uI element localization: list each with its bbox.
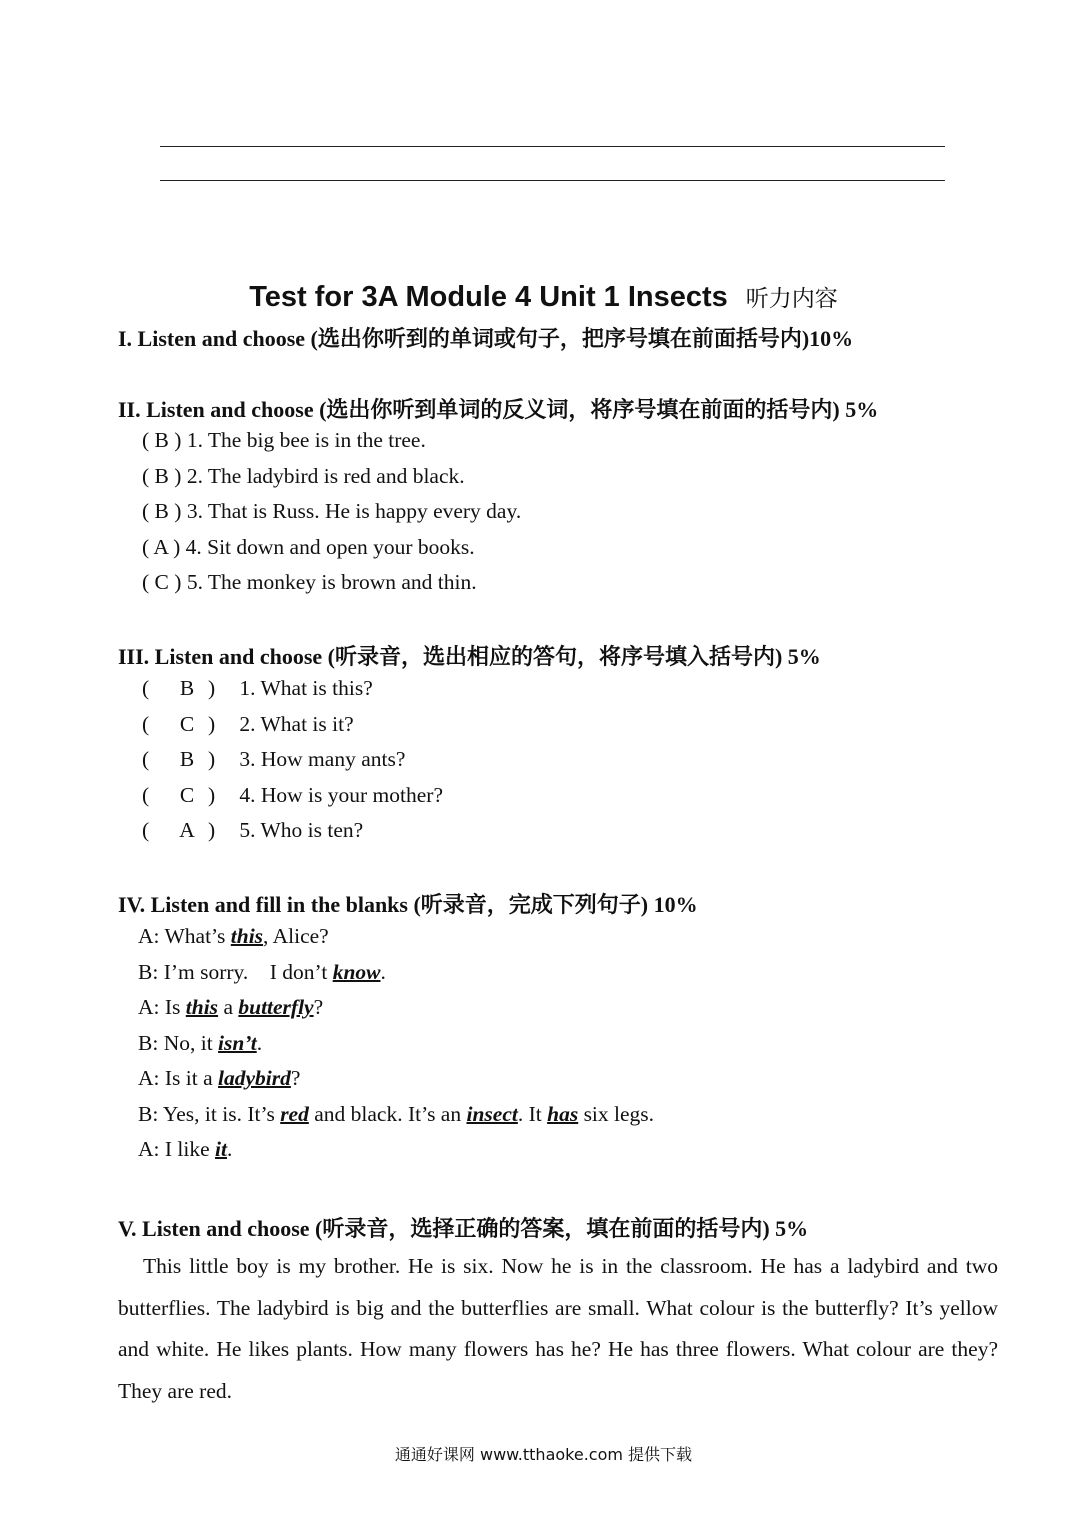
answer-item bbox=[142, 783, 443, 808]
filled-blank: this bbox=[185, 995, 219, 1019]
answer-item: ( C ) 5. The monkey is brown and thin. bbox=[142, 570, 477, 594]
dialogue-text: A: I like bbox=[138, 1137, 216, 1161]
answer-item: ( A ) 4. Sit down and open your books. bbox=[142, 534, 475, 559]
top-rule-2 bbox=[160, 180, 945, 181]
answer-text: 2. The ladybird is red and black. bbox=[186, 463, 465, 488]
dialogue-line bbox=[138, 1102, 654, 1127]
filled-blank: red bbox=[280, 1101, 309, 1126]
answer-text: 3. That is Russ. He is happy every day. bbox=[186, 499, 522, 523]
dialogue-text: A: What’s bbox=[138, 924, 231, 948]
bracket-close: ) bbox=[208, 711, 216, 736]
answer-text: 5. Who is ten? bbox=[234, 818, 364, 842]
answer-text: 2. What is it? bbox=[234, 711, 354, 736]
answer-letter: C bbox=[179, 782, 195, 807]
answer-letter: C bbox=[179, 711, 195, 736]
dialogue-text: . bbox=[256, 1030, 263, 1055]
answer-text: 4. Sit down and open your books. bbox=[185, 534, 475, 559]
filled-blank: insect bbox=[466, 1101, 518, 1126]
dialogue-line bbox=[138, 1031, 262, 1056]
section-2-heading: II. Listen and choose (选出你听到单词的反义词，将序号填在前面的括号内) 5% bbox=[118, 397, 879, 422]
answer-item: ( B ) 2. The ladybird is red and black. bbox=[142, 463, 465, 488]
filled-blank: it bbox=[215, 1137, 227, 1161]
dialogue-text: ? bbox=[313, 995, 324, 1019]
dialogue-line bbox=[138, 1137, 232, 1162]
dialogue-text: , Alice? bbox=[263, 924, 329, 948]
dialogue-text: and black. It’s an bbox=[308, 1101, 467, 1126]
section-1-heading: I. Listen and choose (选出你听到的单词或句子，把序号填在前面括号内)10% bbox=[118, 326, 854, 351]
dialogue-text: . It bbox=[517, 1101, 548, 1126]
dialogue-line bbox=[138, 960, 386, 985]
section-3-heading: III. Listen and choose (听录音，选出相应的答句，将序号填入括号内) 5% bbox=[118, 644, 821, 669]
filled-blank: ladybird bbox=[218, 1066, 291, 1090]
answer-letter: B bbox=[154, 499, 169, 523]
bracket-open: ( bbox=[142, 747, 150, 771]
answer-letter: C bbox=[154, 570, 169, 594]
answer-bracket bbox=[142, 676, 234, 701]
dialogue-line bbox=[138, 924, 329, 949]
title-chinese: 听力内容 bbox=[745, 286, 838, 312]
answer-bracket bbox=[142, 783, 234, 808]
filled-blank: butterfly bbox=[238, 995, 314, 1019]
bracket-close: ) bbox=[208, 818, 216, 842]
top-rule-1 bbox=[160, 146, 945, 147]
dialogue-line bbox=[138, 995, 323, 1020]
bracket-close: ) bbox=[208, 676, 216, 700]
answer-letter: A bbox=[153, 534, 168, 559]
section-4-heading: IV. Listen and fill in the blanks (听录音，完成下列句子) 10% bbox=[118, 892, 698, 917]
dialogue-text: a bbox=[218, 995, 239, 1019]
bracket-open: ( bbox=[142, 676, 150, 700]
answer-text: 1. What is this? bbox=[234, 676, 373, 700]
dialogue-text: . bbox=[380, 959, 386, 984]
title-english: Test for 3A Module 4 Unit 1 Insects bbox=[249, 281, 728, 313]
answer-bracket bbox=[142, 712, 234, 737]
bracket-open: ( bbox=[142, 711, 150, 736]
answer-item: ( B ) 1. The big bee is in the tree. bbox=[142, 428, 426, 452]
answer-item bbox=[142, 712, 354, 737]
page-title bbox=[0, 280, 1087, 314]
section-5-passage: This little boy is my brother. He is six. Now he is in the classroom. He has a ladybird and two butterflies. The ladybird is big and the butterflies are small. What colour is the butterfly? It’s yellow and white. He likes plants. How many flowers has he? He has three flowers. What colour are they? They are red. bbox=[118, 1254, 998, 1404]
answer-letter: B bbox=[179, 676, 195, 700]
answer-text: 4. How is your mother? bbox=[234, 782, 443, 807]
bracket-close: ) bbox=[208, 747, 216, 771]
bracket-open: ( bbox=[142, 818, 150, 842]
answer-letter: B bbox=[154, 463, 169, 488]
answer-item bbox=[142, 818, 363, 843]
section-5-heading: V. Listen and choose (听录音，选择正确的答案，填在前面的括号内) 5% bbox=[118, 1216, 809, 1241]
dialogue-text: B: No, it bbox=[138, 1030, 219, 1055]
footer-credit: 通通好课网 www.tthaoke.com 提供下载 bbox=[394, 1445, 693, 1464]
dialogue-text: six legs. bbox=[578, 1101, 655, 1126]
dialogue-text: . bbox=[226, 1137, 233, 1161]
dialogue-text: B: Yes, it is. It’s bbox=[138, 1101, 281, 1126]
answer-letter: A bbox=[179, 818, 195, 842]
answer-bracket bbox=[142, 818, 234, 843]
filled-blank: isn’t bbox=[218, 1030, 257, 1055]
answer-letter: B bbox=[154, 428, 169, 452]
bracket-close: ) bbox=[208, 782, 216, 807]
dialogue-text: A: Is bbox=[138, 995, 186, 1019]
bracket-open: ( bbox=[142, 782, 150, 807]
dialogue-text: ? bbox=[290, 1066, 301, 1090]
answer-text: 5. The monkey is brown and thin. bbox=[186, 570, 477, 594]
dialogue-text: B: I’m sorry. I don’t bbox=[138, 959, 333, 984]
answer-text: 3. How many ants? bbox=[234, 747, 406, 771]
filled-blank: has bbox=[547, 1101, 579, 1126]
dialogue-text: A: Is it a bbox=[138, 1066, 219, 1090]
answer-item bbox=[142, 676, 373, 701]
answer-bracket bbox=[142, 747, 234, 772]
answer-item: ( B ) 3. That is Russ. He is happy every day. bbox=[142, 499, 522, 523]
dialogue-line bbox=[138, 1066, 300, 1091]
filled-blank: this bbox=[230, 924, 264, 948]
answer-item bbox=[142, 747, 405, 772]
answer-letter: B bbox=[179, 747, 195, 771]
filled-blank: know bbox=[332, 959, 381, 984]
answer-text: 1. The big bee is in the tree. bbox=[186, 428, 426, 452]
